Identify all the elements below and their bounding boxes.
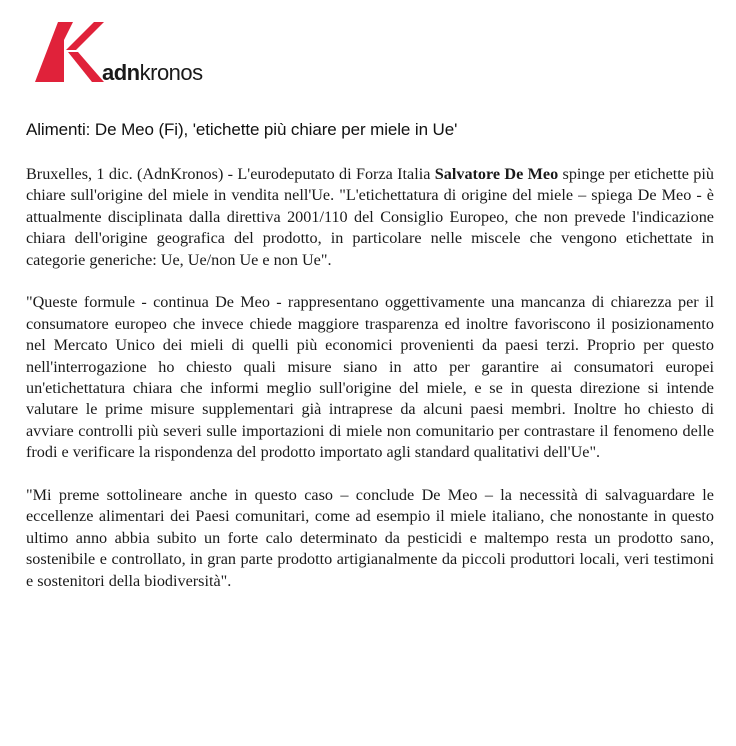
adnkronos-logo xyxy=(34,20,214,90)
p1-person-name: Salvatore De Meo xyxy=(434,165,559,183)
brand-bold: adn xyxy=(102,60,140,85)
p1-rest: spinge per etichette più chiare sull'origine del miele in vendita nell'Ue. "L'etichettatura di origine del miele – spiega De Meo - è attualmente disciplinata dalla direttiva 2001/110 del Consiglio Europeo, che non prevede l'indicazione chiara dell'origine geografica del prodotto, in particolare nelle miscele che vengono etichettate in categorie generiche: Ue, Ue/non Ue e non Ue". xyxy=(26,165,714,269)
adnkronos-k-mark-icon xyxy=(34,20,104,84)
article-paragraph-1 xyxy=(26,164,714,271)
article-body xyxy=(26,164,714,592)
article-paragraph-3: "Mi preme sottolineare anche in questo caso – conclude De Meo – la necessità di salvaguardare le eccellenze alimentari dei Paesi comunitari, come ad esempio il miele italiano, che nonostante in questo ultimo anno abbia subito un forte calo determinato da pesticidi e maltempo resta un prodotto sano, sostenibile e controllato, in gran parte prodotto artigianalmente da piccoli produttori locali, veri testimoni e sostenitori della biodiversità". xyxy=(26,486,714,590)
brand-light: kronos xyxy=(139,60,203,85)
brand-wordmark xyxy=(102,62,203,84)
article-headline: Alimenti: De Meo (Fi), 'etichette più chiare per miele in Ue' xyxy=(26,120,458,139)
article-paragraph-2: "Queste formule - continua De Meo - rappresentano oggettivamente una mancanza di chiarezza per il consumatore europeo che invece chiede maggiore trasparenza ed inoltre favoriscono il posizionamento nel Mercato Unico dei mieli di quelli più economici provenienti da paesi terzi. Proprio per questo nell'interrogazione ho chiesto quali misure siano in atto per garantire ai consumatori europei un'etichettatura chiara che informi meglio sull'origine del miele, e se in questa direzione si intende valutare le prime misure supplementari già intraprese da alcuni paesi membri. Inoltre ho chiesto di avviare controlli più severi sulle importazioni di miele non comunitario per contrastare il fenomeno delle frodi e verificare la rispondenza del prodotto importato agli standard qualitativi dell'Ue". xyxy=(26,293,714,462)
p1-intro: Bruxelles, 1 dic. (AdnKronos) - L'eurodeputato di Forza Italia xyxy=(26,165,435,183)
